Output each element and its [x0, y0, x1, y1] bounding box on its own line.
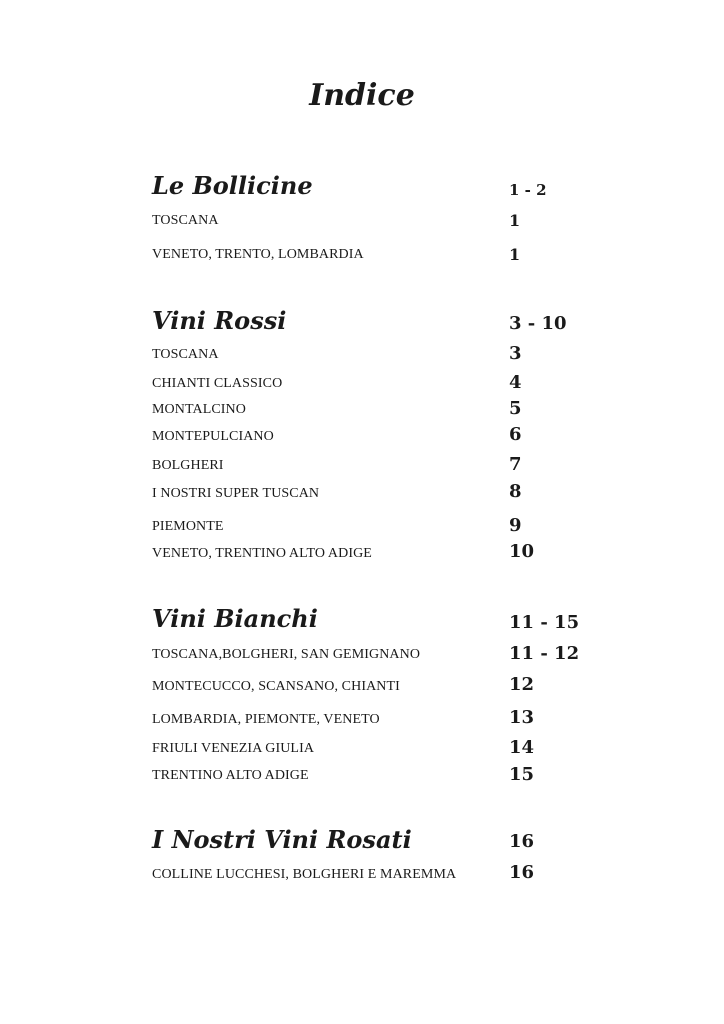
page-number: 4 [509, 372, 522, 393]
section-pages-vini-rosati: 16 [509, 831, 535, 852]
page-number: 10 [509, 541, 535, 562]
list-item: VENETO, TRENTINO ALTO ADIGE [152, 546, 372, 561]
page-number: 14 [509, 737, 535, 758]
list-item: VENETO, TRENTO, LOMBARDIA [152, 247, 364, 262]
section-pages-bollicine: 1 - 2 [509, 181, 547, 199]
list-item: TOSCANA [152, 213, 219, 228]
list-item: COLLINE LUCCHESI, BOLGHERI E MAREMMA [152, 867, 457, 882]
page-number: 1 [509, 245, 521, 264]
page-number: 1 [509, 211, 521, 230]
list-item: I NOSTRI SUPER TUSCAN [152, 486, 320, 501]
section-pages-vini-bianchi: 11 - 15 [509, 612, 580, 633]
list-item: MONTALCINO [152, 402, 246, 417]
list-item: PIEMONTE [152, 519, 224, 534]
page-number: 16 [509, 862, 535, 883]
page-number: 8 [509, 481, 522, 502]
list-item: FRIULI VENEZIA GIULIA [152, 741, 315, 756]
list-item: MONTEPULCIANO [152, 429, 274, 444]
list-item: MONTECUCCO, SCANSANO, CHIANTI [152, 679, 400, 694]
page-number: 5 [509, 398, 522, 419]
page-number: 3 [509, 343, 522, 364]
list-item: CHIANTI CLASSICO [152, 376, 283, 391]
page-number: 11 - 12 [509, 643, 580, 664]
list-item: TOSCANA,BOLGHERI, SAN GEMIGNANO [152, 647, 421, 662]
section-heading-vini-rossi: Vini Rossi [152, 306, 287, 335]
page-number: 15 [509, 764, 535, 785]
list-item: LOMBARDIA, PIEMONTE, VENETO [152, 712, 380, 727]
section-pages-vini-rossi: 3 - 10 [509, 313, 567, 334]
page-number: 9 [509, 515, 522, 536]
page-number: 7 [509, 454, 522, 475]
list-item: BOLGHERI [152, 458, 224, 473]
section-heading-vini-bianchi: Vini Bianchi [152, 604, 318, 633]
section-heading-vini-rosati: I Nostri Vini Rosati [152, 825, 412, 854]
list-item: TRENTINO ALTO ADIGE [152, 768, 309, 783]
page-number: 12 [509, 674, 535, 695]
section-heading-bollicine: Le Bollicine [152, 171, 313, 200]
page-number: 13 [509, 707, 535, 728]
page-number: 6 [509, 424, 522, 445]
page-title: Indice [309, 78, 415, 113]
list-item: TOSCANA [152, 347, 219, 362]
